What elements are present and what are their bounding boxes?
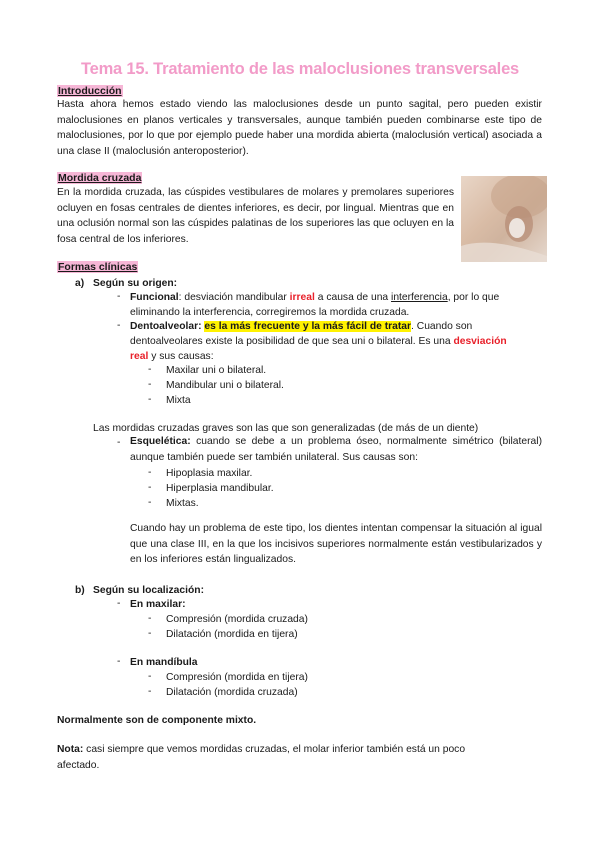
esqueletica-paragraph: Esquelética: cuando se debe a un problema óseo, normalmente simétrico (bilateral) aunque también puede ser también unilateral. Sus causas son: — [130, 436, 542, 463]
mordida-paragraph: En la mordida cruzada, las cúspides vestibulares de molares y premolares superiores ocluyen en fosas centrales de dientes inferiores, es decir, por lingual. Mientras que en una oclusión normal son las cúspides palatinas de los superiores las que ocluyen en la fosa central de los inferiores. — [57, 187, 454, 245]
dento-cause: Mandibular uni o bilateral. — [166, 380, 284, 391]
mouth-photo — [461, 176, 547, 262]
dash: - — [148, 467, 152, 478]
dento-cause: Mixta — [166, 395, 191, 406]
dash: - — [148, 379, 152, 390]
mandibula-label: En mandíbula — [130, 657, 198, 668]
esq-cause: Hipoplasia maxilar. — [166, 468, 253, 479]
esq-cause: Hiperplasia mandibular. — [166, 483, 274, 494]
a-label: a) — [75, 278, 85, 289]
mandibula-item: Compresión (mordida en tijera) — [166, 672, 308, 683]
b-label: b) — [75, 585, 85, 596]
dash: - — [148, 394, 152, 405]
maxilar-label: En maxilar: — [130, 599, 186, 610]
page-title: Tema 15. Tratamiento de las maloclusiones transversales — [80, 60, 520, 78]
dash: - — [148, 613, 152, 624]
dento-line3: real y sus causas: — [130, 351, 214, 362]
dash: - — [148, 364, 152, 375]
mouth-photo-drawing — [461, 176, 547, 262]
dento-line1: Dentoalveolar: es la más frecuente y la más fácil de tratar. Cuando son — [130, 321, 473, 332]
dash: - — [148, 482, 152, 493]
dash: - — [148, 671, 152, 682]
dento-cause: Maxilar uni o bilateral. — [166, 365, 267, 376]
compensa-paragraph: Cuando hay un problema de este tipo, los dientes intentan compensar la situación al igual que una clase III, en la que los incisivos superiores normalmente están vestibularizados y en los inferiores están lingualizados. — [130, 523, 542, 566]
dash: - — [117, 656, 121, 667]
mixto-line: Normalmente son de componente mixto. — [57, 715, 257, 726]
a-title: Según su origen: — [93, 278, 178, 289]
b-title: Según su localización: — [93, 585, 204, 596]
formas-heading: Formas clínicas — [58, 261, 138, 273]
maxilar-item: Compresión (mordida cruzada) — [166, 614, 308, 625]
funcional-line1: Funcional: desviación mandibular irreal a causa de una interferencia, por lo que — [130, 292, 500, 303]
graves-line: Las mordidas cruzadas graves son las que son generalizadas (de más de un diente) — [93, 423, 479, 434]
mordida-heading: Mordida cruzada — [58, 172, 142, 184]
intro-heading: Introducción — [58, 85, 122, 97]
dash: - — [148, 686, 152, 697]
dash: - — [148, 497, 152, 508]
nota-paragraph: Nota: casi siempre que vemos mordidas cruzadas, el molar inferior también está un poco afectado. — [57, 744, 466, 771]
dash: - — [117, 291, 121, 302]
mandibula-item: Dilatación (mordida cruzada) — [166, 687, 298, 698]
dento-line2: dentoalveolares existe la posibilidad de que sea uni o bilateral. Es una desviación — [130, 336, 507, 347]
dash: - — [117, 437, 121, 448]
esq-cause: Mixtas. — [166, 498, 199, 509]
intro-paragraph: Hasta ahora hemos estado viendo las maloclusiones desde un punto sagital, pero pueden existir maloclusiones en planos verticales y transversales, aunque también pueden combinarse este tipo de maloclusiones, por lo que por ejemplo puede haber una mordida abierta (maloclusión vertical) asociada a una clase II (maloclusión anteroposterior). — [57, 99, 542, 157]
dash: - — [148, 628, 152, 639]
funcional-line2: eliminando la interferencia, corregiremos la mordida cruzada. — [130, 307, 410, 318]
dash: - — [117, 320, 121, 331]
dash: - — [117, 598, 121, 609]
maxilar-item: Dilatación (mordida en tijera) — [166, 629, 298, 640]
